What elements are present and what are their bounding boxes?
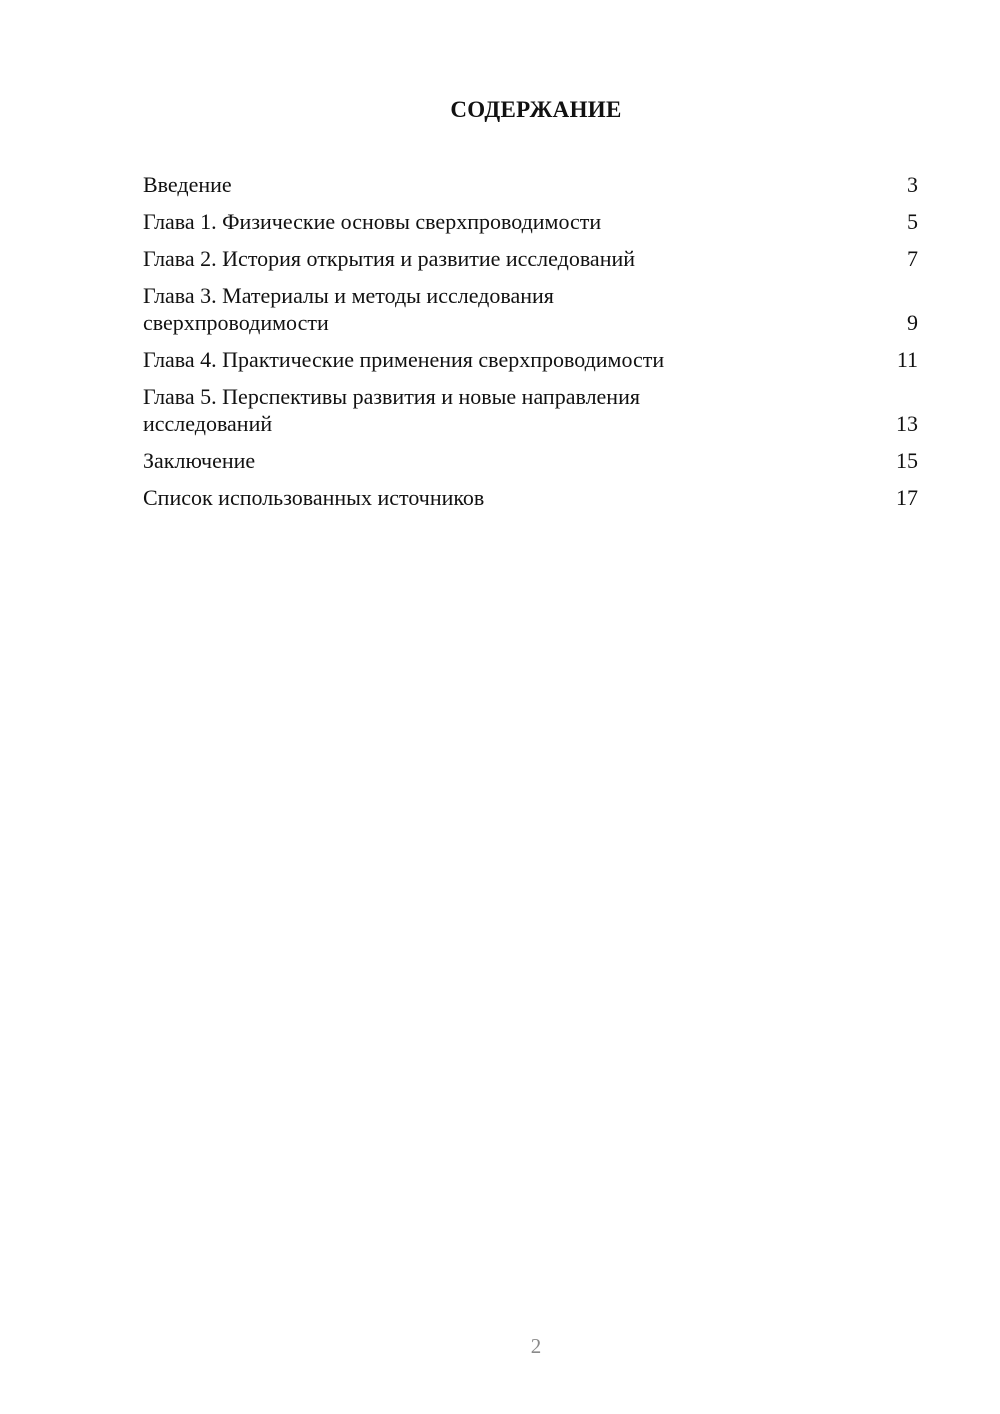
toc-entry-page: 7 <box>907 246 918 271</box>
toc-entry-chapter-1 <box>143 208 918 235</box>
toc-entry-title: Глава 1. Физические основы сверхпроводимости <box>143 209 602 234</box>
toc-entry-introduction <box>143 171 918 198</box>
toc-entry-chapter-3 <box>143 282 918 336</box>
toc-entry-references <box>143 484 918 511</box>
toc-entry-page: 17 <box>896 485 918 510</box>
toc-entry-page: 3 <box>907 172 918 197</box>
toc-entry-title: Список использованных источников <box>143 485 485 510</box>
toc-entry-title: Глава 2. История открытия и развитие исследований <box>143 246 636 271</box>
toc-entry-page: 5 <box>907 209 918 234</box>
toc-entry-title: Глава 5. Перспективы развития и новые направления исследований <box>143 384 640 436</box>
page-title: СОДЕРЖАНИЕ <box>450 97 622 122</box>
toc-entry-page: 9 <box>907 310 918 335</box>
toc-entry-conclusion <box>143 447 918 474</box>
toc-entry-title: Заключение <box>143 448 256 473</box>
toc-entry-page: 15 <box>896 448 918 473</box>
toc-entry-title: Введение <box>143 172 232 197</box>
toc-entry-chapter-5 <box>143 383 918 437</box>
toc-entry-chapter-2 <box>143 245 918 272</box>
table-of-contents <box>143 171 918 521</box>
toc-entry-title: Глава 3. Материалы и методы исследования сверхпроводимости <box>143 283 554 335</box>
toc-entry-title: Глава 4. Практические применения сверхпроводимости <box>143 347 665 372</box>
page-number: 2 <box>530 1334 542 1358</box>
toc-entry-chapter-4 <box>143 346 918 373</box>
toc-entry-page: 11 <box>896 347 918 372</box>
toc-entry-page: 13 <box>896 411 918 436</box>
